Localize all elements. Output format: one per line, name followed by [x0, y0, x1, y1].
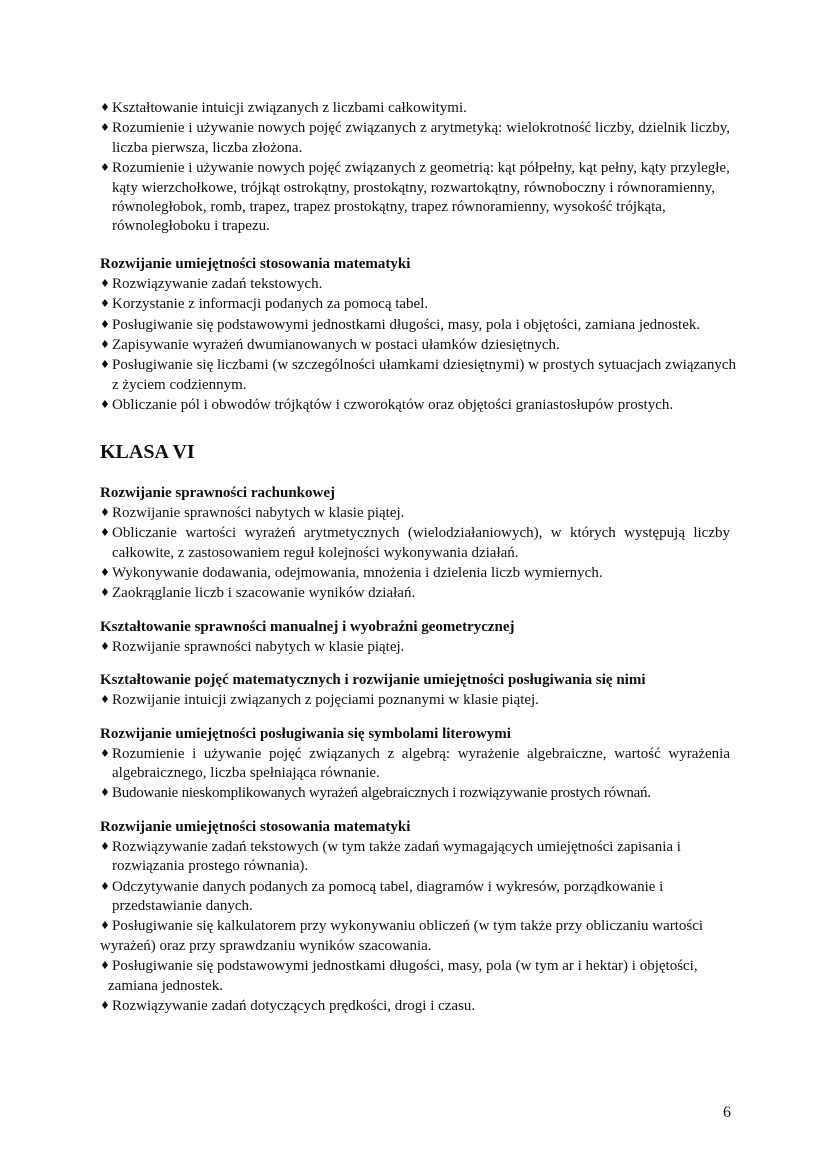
list-item: ♦ Rozwiązywanie zadań tekstowych (w tym także zadań wymagających umiejętności zapisania i rozwiązania prostego równania).	[100, 838, 681, 875]
list-item: ♦ Rozumienie i używanie nowych pojęć związanych z arytmetyką: wielokrotność liczby, dzielnik liczby, liczba pierwsza, liczba złożona.	[100, 120, 730, 156]
list-item: ♦ Korzystanie z informacji podanych za pomocą tabel.	[100, 296, 429, 313]
section-heading: Rozwijanie umiejętności stosowania matematyki	[100, 255, 411, 272]
list-item: ♦ Rozwijanie sprawności nabytych w klasie piątej.	[100, 638, 405, 655]
list-item: ♦ Zaokrąglanie liczb i szacowanie wyników działań.	[100, 585, 416, 602]
bullet-diamond-icon: ♦	[100, 297, 110, 311]
klasa-title: KLASA VI	[100, 440, 195, 463]
list-item: ♦ Odczytywanie danych podanych za pomocą tabel, diagramów i wykresów, porządkowanie i przedstawianie danych.	[100, 878, 664, 914]
list-item: ♦ Rozumienie i używanie nowych pojęć związanych z geometrią: kąt półpełny, kąt pełny, kąty przyległe, kąty wierzchołkowe, trójkąt ostrokątny, prostokątny, rozwartokątny, równoboczny i równoramienny, równoległobok, romb, trapez, trapez prostokątny, trapez równoramienny, wysokość trójkąta, równoległoboku i trapezu.	[100, 160, 730, 235]
section-stosowanie	[100, 818, 730, 1017]
bullet-diamond-icon: ♦	[100, 121, 110, 135]
bullet-diamond-icon: ♦	[100, 358, 110, 372]
section-heading: Rozwijanie umiejętności posługiwania się symbolami literowymi	[100, 725, 511, 742]
bullet-diamond-icon: ♦	[100, 398, 110, 412]
list-item: ♦ Kształtowanie intuicji związanych z liczbami całkowitymi.	[100, 100, 467, 116]
bullet-diamond-icon: ♦	[100, 526, 110, 540]
list-item: ♦ Rozwijanie sprawności nabytych w klasie piątej.	[100, 504, 405, 521]
bullet-diamond-icon: ♦	[100, 693, 110, 707]
bullet-diamond-icon: ♦	[100, 839, 110, 853]
bullet-diamond-icon: ♦	[100, 786, 110, 800]
section-v-stosowanie	[100, 255, 736, 416]
bullet-diamond-icon: ♦	[100, 317, 110, 331]
list-item: ♦ Obliczanie pól i obwodów trójkątów i czworokątów oraz objętości graniastosłupów prostych.	[100, 397, 674, 414]
bullet-diamond-icon: ♦	[100, 746, 110, 760]
bullet-diamond-icon: ♦	[100, 276, 110, 290]
list-item: ♦ Rozwiązywanie zadań tekstowych.	[100, 275, 323, 292]
list-item: ♦ Posługiwanie się podstawowymi jednostkami długości, masy, pola i objętości, zamiana jednostek.	[100, 316, 701, 333]
page-number: 6	[723, 1104, 731, 1121]
bullet-diamond-icon: ♦	[100, 505, 110, 519]
intro-list	[100, 98, 730, 237]
bullet-diamond-icon: ♦	[100, 919, 110, 933]
list-item: ♦ Posługiwanie się liczbami (w szczególności ułamkami dziesiętnymi) w prostych sytuacjach związanych z życiem codziennym.	[100, 357, 736, 393]
list-item: ♦ Rozwiązywanie zadań dotyczących prędkości, drogi i czasu.	[100, 998, 476, 1014]
section-heading: Rozwijanie sprawności rachunkowej	[100, 484, 335, 501]
section-symbole	[100, 725, 730, 804]
section-pojecia	[100, 671, 730, 710]
section-heading: Kształtowanie pojęć matematycznych i rozwijanie umiejętności posługiwania się nimi	[100, 672, 646, 689]
list-item: ♦ Obliczanie wartości wyrażeń arytmetycznych (wielodziałaniowych), w których występują liczby całkowite, z zastosowaniem reguł kolejności wykonywania działań.	[100, 525, 730, 561]
section-manualna	[100, 618, 730, 657]
section-heading: Rozwijanie umiejętności stosowania matematyki	[100, 818, 411, 835]
bullet-diamond-icon: ♦	[100, 161, 110, 175]
bullet-diamond-icon: ♦	[100, 565, 110, 579]
bullet-diamond-icon: ♦	[100, 338, 110, 352]
section-rachunkowa	[100, 484, 730, 604]
list-item: ♦ Rozwijanie intuicji związanych z pojęciami poznanymi w klasie piątej.	[100, 692, 539, 709]
list-item: ♦ Posługiwanie się podstawowymi jednostkami długości, masy, pola (w tym ar i hektar) i objętości, zamiana jednostek.	[100, 958, 698, 994]
bullet-diamond-icon: ♦	[100, 101, 110, 114]
list-item: ♦ Posługiwanie się kalkulatorem przy wykonywaniu obliczeń (w tym także przy obliczaniu wartości wyrażeń) oraz przy sprawdzaniu wyników szacowania.	[100, 918, 704, 954]
list-item: ♦ Budowanie nieskomplikowanych wyrażeń algebraicznych i rozwiązywanie prostych równań.	[100, 785, 651, 802]
section-heading: Kształtowanie sprawności manualnej i wyobraźni geometrycznej	[100, 618, 515, 635]
list-item: ♦ Wykonywanie dodawania, odejmowania, mnożenia i dzielenia liczb wymiernych.	[100, 564, 603, 581]
bullet-diamond-icon: ♦	[100, 959, 110, 973]
bullet-diamond-icon: ♦	[100, 586, 110, 600]
bullet-diamond-icon: ♦	[100, 639, 110, 653]
list-item: ♦ Rozumienie i używanie pojęć związanych z algebrą: wyrażenie algebraiczne, wartość wyrażenia algebraicznego, liczba spełniająca równanie.	[100, 745, 730, 781]
document-page	[100, 98, 736, 1016]
list-item: ♦ Zapisywanie wyrażeń dwumianowanych w postaci ułamków dziesiętnych.	[100, 337, 560, 354]
bullet-diamond-icon: ♦	[100, 999, 110, 1012]
bullet-diamond-icon: ♦	[100, 879, 110, 893]
